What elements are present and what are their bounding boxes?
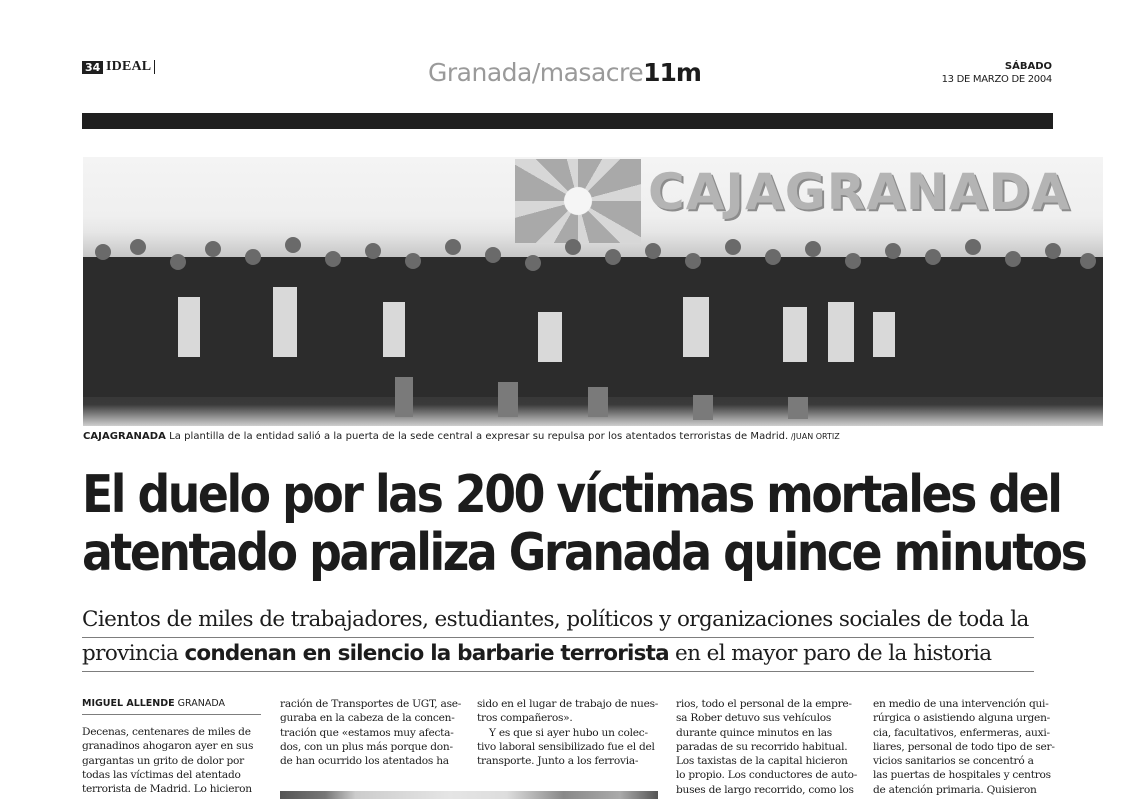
body-line: sa Rober detuvo sus vehículos	[676, 712, 832, 725]
body-line: dos, con un plus más porque don-	[280, 740, 453, 753]
body-line: de atención primaria. Quisieron	[873, 783, 1037, 796]
body-line: tración que «estamos muy afecta-	[280, 726, 454, 739]
issue-day: SÁBADO	[1004, 61, 1052, 72]
headline	[82, 465, 1086, 583]
subhead-emphasis: condenan en silencio la barbarie terrorista	[184, 641, 669, 666]
section-title	[428, 58, 701, 87]
body-line: tivo laboral sensibilizado fue el del	[477, 740, 655, 753]
headline-line-2: atentado paraliza Granada quince minutos	[82, 523, 1086, 583]
body-line: rios, todo el personal de la empre-	[676, 698, 852, 710]
header-divider	[154, 60, 155, 74]
body-line: granadinos ahogaron ayer en sus	[82, 740, 254, 753]
body-line: lo propio. Los conductores de auto-	[676, 769, 858, 782]
author-name: MIGUEL ALLENDE	[82, 698, 175, 709]
body-line: las puertas de hospitales y centros	[873, 769, 1051, 782]
body-line: rúrgica o asistiendo alguna urgen-	[873, 712, 1050, 725]
body-line: en medio de una intervención qui-	[873, 698, 1049, 710]
body-column-1	[82, 725, 264, 796]
inset-photo-edge	[280, 791, 658, 799]
body-column-5	[873, 697, 1055, 797]
caption-lead: CAJAGRANADA	[83, 431, 166, 442]
body-line: sido en el lugar de trabajo de nues-	[477, 698, 659, 710]
main-photo	[83, 157, 1103, 426]
body-line: gargantas un grito de dolor por	[82, 754, 244, 767]
subhead-line-1: Cientos de miles de trabajadores, estudiantes, políticos y organizaciones sociales de toda la	[82, 604, 1034, 638]
body-column-4	[676, 697, 858, 797]
byline	[82, 698, 261, 715]
photo-caption	[83, 431, 840, 442]
headline-line-1: El duelo por las 200 víctimas mortales del	[82, 465, 1061, 525]
caption-text: La plantilla de la entidad salió a la puerta de la sede central a expresar su repulsa por los atentados terroristas de Madrid.	[165, 431, 789, 442]
body-line: de han ocurrido los atentados ha	[280, 755, 449, 768]
section-tag: 11m	[643, 58, 701, 87]
body-line: todas las víctimas del atentado	[82, 768, 241, 781]
subheadline	[82, 604, 1034, 672]
byline-location: GRANADA	[174, 698, 225, 709]
body-line: tros compañeros».	[477, 712, 573, 725]
body-column-3	[477, 697, 659, 768]
page-number: 34	[82, 61, 103, 74]
body-line: durante quince minutos en las	[676, 726, 832, 739]
body-line: Decenas, centenares de miles de	[82, 726, 251, 738]
crowd-illustration	[83, 217, 1103, 426]
subhead-text: provincia	[82, 641, 185, 666]
body-line: ración de Transportes de UGT, ase-	[280, 698, 462, 710]
top-rule-bar	[82, 113, 1053, 129]
body-line: cia, facultativos, enfermeras, auxi-	[873, 726, 1050, 739]
body-line: vicios sanitarios se concentró a	[873, 755, 1034, 768]
body-line: guraba en la cabeza de la concen-	[280, 712, 455, 725]
body-line: liares, personal de todo tipo de ser-	[873, 740, 1055, 753]
body-line: paradas de su recorrido habitual.	[676, 740, 848, 753]
publication-name: IDEAL	[106, 59, 152, 74]
body-column-2	[280, 697, 462, 768]
body-line: terrorista de Madrid. Lo hicieron	[82, 783, 252, 796]
section-name: Granada/masacre	[428, 58, 644, 87]
body-line: transporte. Junto a los ferrovia-	[477, 755, 639, 768]
body-line: Y es que si ayer hubo un colec-	[489, 726, 648, 739]
body-line: Los taxistas de la capital hicieron	[676, 755, 848, 768]
issue-date: 13 DE MARZO DE 2004	[941, 74, 1052, 85]
building-sign: CAJAGRANADA	[648, 163, 1071, 221]
body-line: buses de largo recorrido, como los	[676, 783, 854, 796]
subhead-line-2	[82, 638, 1034, 672]
photo-credit: /JUAN ORTIZ	[788, 432, 840, 441]
subhead-text: en el mayor paro de la historia	[668, 641, 992, 666]
